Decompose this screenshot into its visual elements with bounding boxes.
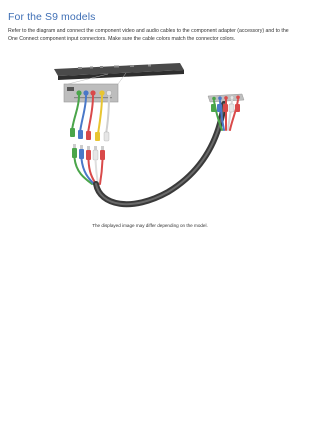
connection-diagram <box>48 60 258 215</box>
instructions-paragraph: Refer to the diagram and connect the component video and audio cables to the component adapter (accessory) and to the One Connect component input connectors. Make sure the cable colors match the connector colors. <box>8 28 289 42</box>
figure-caption: The displayed image may differ depending on the model. <box>92 223 208 228</box>
section-heading: For the S9 models <box>8 11 96 23</box>
adapter-side-cables <box>211 100 240 130</box>
lower-cable-tails <box>75 158 103 184</box>
bundled-cable <box>96 104 224 204</box>
lower-plug-heads <box>72 144 105 160</box>
one-connect-box <box>54 63 184 84</box>
